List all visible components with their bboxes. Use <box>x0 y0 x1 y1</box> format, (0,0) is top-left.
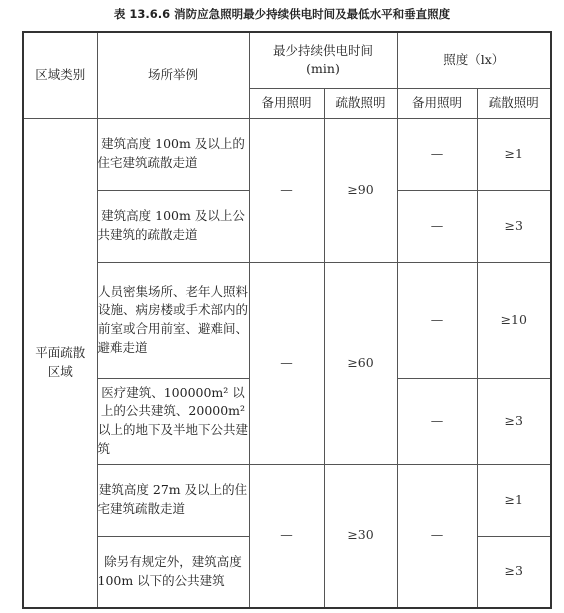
header-duration-standby: 备用照明 <box>249 88 324 118</box>
lux-standby-cell: — <box>397 262 477 378</box>
region-label-line1: 平面疏散 <box>35 345 86 360</box>
header-duration-unit: (min) <box>306 61 340 77</box>
duration-evacuation-cell: ≥60 <box>324 262 397 464</box>
header-lux-standby: 备用照明 <box>397 88 477 118</box>
duration-standby-cell: — <box>249 262 324 464</box>
lux-evacuation-cell: ≥1 <box>477 464 551 536</box>
header-illuminance: 照度（lx） <box>397 32 551 88</box>
lux-standby-cell: — <box>397 118 477 190</box>
header-duration <box>249 32 397 88</box>
lux-evacuation-cell: ≥3 <box>477 536 551 608</box>
lux-evacuation-cell: ≥3 <box>477 378 551 464</box>
lux-standby-cell: — <box>397 464 477 608</box>
header-place: 场所举例 <box>97 32 249 118</box>
table-row <box>23 464 551 536</box>
duration-evacuation-cell: ≥90 <box>324 118 397 262</box>
duration-evacuation-cell: ≥30 <box>324 464 397 608</box>
place-cell: 建筑高度 100m 及以上公共建筑的疏散走道 <box>97 190 249 262</box>
region-label-line2: 区域 <box>47 363 73 379</box>
lux-evacuation-cell: ≥3 <box>477 190 551 262</box>
table-row <box>23 118 551 190</box>
place-cell: 人员密集场所、老年人照料设施、病房楼或手术部内的前室或合用前室、避难间、避难走道 <box>97 262 249 378</box>
place-cell: 除另有规定外，建筑高度 100m 以下的公共建筑 <box>97 536 249 608</box>
lux-evacuation-cell: ≥1 <box>477 118 551 190</box>
header-duration-evacuation: 疏散照明 <box>324 88 397 118</box>
header-duration-title: 最少持续供电时间 <box>273 42 374 58</box>
duration-standby-cell: — <box>249 118 324 262</box>
duration-standby-cell: — <box>249 464 324 608</box>
region-cell <box>23 118 97 608</box>
lux-standby-cell: — <box>397 378 477 464</box>
table-caption: 表 13.6.6 消防应急照明最少持续供电时间及最低水平和垂直照度 <box>113 7 451 21</box>
table-row <box>23 262 551 378</box>
header-lux-evacuation: 疏散照明 <box>477 88 551 118</box>
lux-evacuation-cell: ≥10 <box>477 262 551 378</box>
lux-standby-cell: — <box>397 190 477 262</box>
place-cell: 建筑高度 27m 及以上的住宅建筑疏散走道 <box>97 464 249 536</box>
place-cell: 医疗建筑、100000m² 以上的公共建筑、20000m² 以上的地下及半地下公共建筑 <box>97 378 249 464</box>
header-region: 区域类别 <box>23 32 97 118</box>
emergency-lighting-table <box>22 31 552 609</box>
place-cell: 建筑高度 100m 及以上的住宅建筑疏散走道 <box>97 118 249 190</box>
